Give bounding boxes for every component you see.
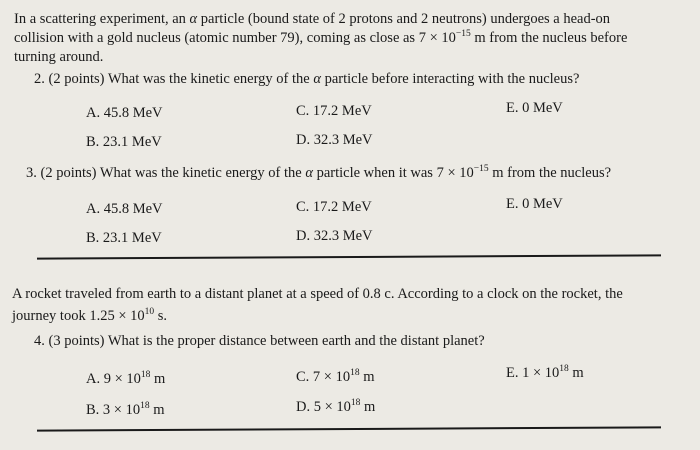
q4-option-e: E. $1 \times 10^{18}$ m — [506, 364, 584, 381]
q3-option-b: B. 23.1 MeV — [86, 230, 162, 246]
q3-option-e: E. 0 MeV — [506, 196, 563, 212]
q3-option-c: C. 17.2 MeV — [296, 199, 372, 215]
question-4-text: 4. (3 points) What is the proper distance between earth and the distant planet? — [34, 333, 485, 349]
q4-option-a: A. $9 \times 10^{18}$ m — [86, 370, 166, 387]
intro-line-1: In a scattering experiment, an α particle (bound state of 2 protons and 2 neutrons) undergoes a head-on — [14, 11, 611, 27]
q4-option-b: B. $3 \times 10^{18}$ m — [86, 401, 165, 418]
q3-option-d: D. 32.3 MeV — [296, 228, 373, 244]
q2-option-c: C. 17.2 MeV — [296, 103, 372, 119]
q2-option-a: A. 45.8 MeV — [86, 105, 163, 121]
question-2-text: 2. (2 points) What was the kinetic energy of the α particle before interacting with the nucleus? — [34, 71, 580, 87]
q2-option-e: E. 0 MeV — [506, 100, 563, 116]
section-divider — [37, 254, 661, 259]
q2-option-d: D. 32.3 MeV — [296, 132, 373, 148]
q2-option-b: B. 23.1 MeV — [86, 134, 162, 150]
rocket-line-1: A rocket traveled from earth to a distant planet at a speed of 0.8 c. According to a clock on the rocket, the — [12, 286, 623, 302]
q4-option-c: C. $7 \times 10^{18}$ m — [296, 368, 375, 385]
rocket-line-2: journey took $1.25 \times 10^{10}$ s. — [12, 307, 168, 324]
intro-line-3: turning around. — [14, 49, 104, 65]
intro-line-2: collision with a gold nucleus (atomic number 79), coming as close as $7 \times 10^{-15}$ m from the nucleus before — [14, 29, 628, 46]
q4-option-d: D. $5 \times 10^{18}$ m — [296, 398, 376, 415]
q3-option-a: A. 45.8 MeV — [86, 201, 163, 217]
question-3-text: 3. (2 points) What was the kinetic energy of the α particle when it was $7 \times 10^{-15}$ m from the nucleus? — [26, 164, 612, 181]
bottom-divider — [37, 426, 661, 431]
